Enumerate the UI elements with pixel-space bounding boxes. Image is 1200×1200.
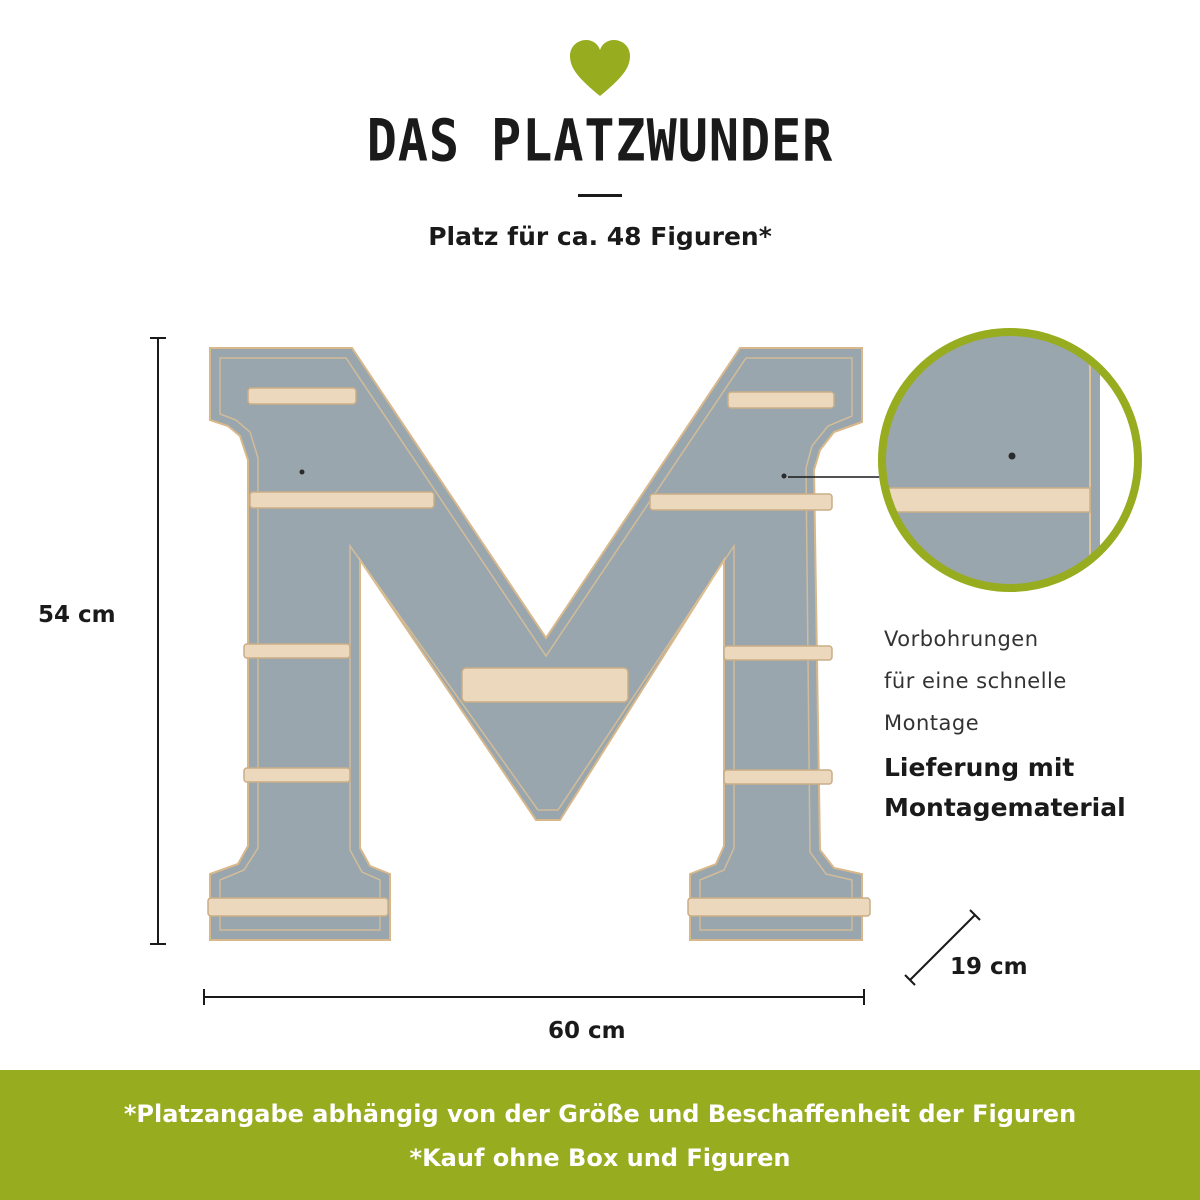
width-label: 60 cm [548,1018,626,1044]
zoom-detail-circle [880,330,1140,590]
depth-label: 19 cm [950,954,1028,980]
predrill-line-3: Montage [884,711,980,735]
shelf-low-right [724,770,832,784]
height-label: 54 cm [38,602,116,628]
footer-note-1: *Platzangabe abhängig von der Größe und Beschaffenheit der Figuren [123,1100,1077,1128]
shelf-top-right [728,392,834,408]
shelf-mid-left [244,644,350,658]
page-title: DAS PLATZWUNDER [366,107,834,175]
predrill-line-1: Vorbohrungen [884,627,1039,651]
drill-hole-icon [782,474,787,479]
capacity-subtitle: Platz für ca. 48 Figuren* [428,222,772,251]
shelf-upper-right [650,494,832,510]
predrill-line-2: für eine schnelle [884,669,1067,693]
shelf-top-left [248,388,356,404]
height-dimension-line [150,338,166,944]
delivery-note [884,748,1126,828]
shelf-upper-left [250,492,434,508]
delivery-line-2: Montagematerial [884,793,1126,822]
shelf-bottom-left [208,898,388,916]
delivery-line-1: Lieferung mit [884,753,1075,782]
shelf-bottom-right [688,898,870,916]
predrill-description [884,618,1067,744]
drill-hole-icon [300,470,305,475]
shelf-low-left [244,768,350,782]
shelf-center [462,668,628,702]
shelf-mid-right [724,646,832,660]
footer-note-2: *Kauf ohne Box und Figuren [409,1144,791,1172]
width-dimension-line [204,989,864,1005]
footer-banner [0,1070,1200,1200]
